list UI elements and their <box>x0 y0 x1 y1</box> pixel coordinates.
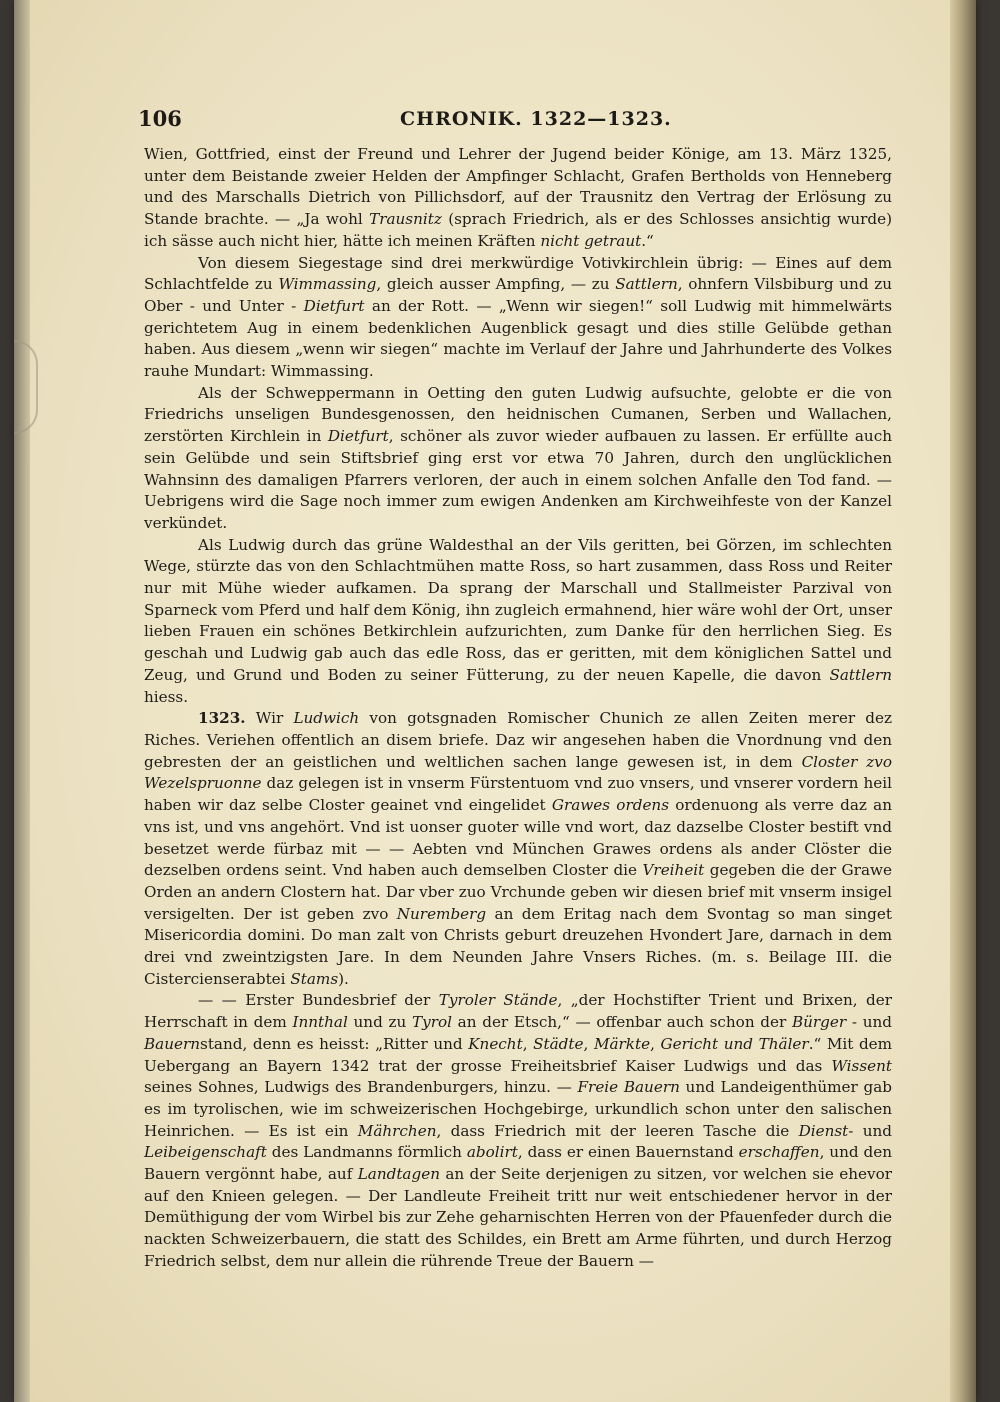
paragraph: Wien, Gottfried, einst der Freund und Lehrer der Jugend beider Könige, am 13. März 1325, unter dem Beistande zweier Helden der Ampfinger Schlacht, Grafen Bertholds von Henneberg und des Marschalls Dietrich von Pillichsdorf, auf der Trausnitz den Vertrag der Erlösung zu Stande brachte. — „Ja wohl Trausnitz (sprach Friedrich, als er des Schlosses ansichtig wurde) ich sässe auch nicht hier, hätte ich meinen Kräften nicht getraut.“ <box>144 145 893 250</box>
paragraph: Als Ludwig durch das grüne Waldesthal an der Vils geritten, bei Görzen, im schlechten Wege, stürzte das von den Schlachtmühen matte Ross, so hart zusammen, dass Ross und Reiter nur mit Mühe wieder aufkamen. Da sprang der Marschall und Stallmeister Parzival von Sparneck vom Pferd und half dem König, ihn zugleich ermahnend, hier wäre wohl der Ort, unser lieben Frauen ein schönes Betkirchlein aufzurichten, zum Danke für den herrlichen Sieg. Es geschah und Ludwig gab auch das edle Ross, das er geritten, mit dem königlichen Sattel und Zeug, und Grund und Boden zu seiner Fütterung, zu der neuen Kapelle, die davon Sattlern hiess. <box>144 535 892 706</box>
page-header <box>138 106 890 134</box>
paragraph: — — Erster Bundesbrief der Tyroler Stände, „der Hochstifter Trient und Brixen, der Herrschaft in dem Innthal und zu Tyrol an der Etsch,“ — offenbar auch schon der Bürger - und Bauernstand, denn es heisst: „Ritter und Knecht, Städte, Märkte, Gericht und Thäler.“ Mit dem Uebergang an Bayern 1342 trat der grosse Freiheitsbrief Kaiser Ludwigs und das Wissent seines Sohnes, Ludwigs des Brandenburgers, hinzu. — Freie Bauern und Landeigenthümer gab es im tyrolischen, wie im schweizerischen Hochgebirge, urkundlich schon unter den salischen Heinrichen. — Es ist ein Mährchen, dass Friedrich mit der leeren Tasche die Dienst- und Leibeigenschaft des Landmanns förmlich abolirt, dass er einen Bauernstand erschaffen, und den Bauern vergönnt habe, auf Landtagen an der Seite derjenigen zu sitzen, vor welchen sie ehevor auf den Knieen gelegen. — Der Landleute Freiheit tritt nur weit entschiedener hervor in der Demüthigung der vom Wirbel bis zur Zehe geharnischten Herren von der Pfauenfeder durch die nackten Schweizerbauern, die statt des Schildes, ein Brett am Arme führten, und durch Herzog Friedrich selbst, dem nur allein die rührende Treue der Bauern — <box>144 991 893 1270</box>
page-clip-mark <box>14 340 38 434</box>
running-title: CHRONIK. 1322—1323. <box>400 108 672 130</box>
body-text <box>144 144 892 1273</box>
paragraph: Von diesem Siegestage sind drei merkwürdige Votivkirchlein übrig: — Eines auf dem Schlachtfelde zu Wimmassing, gleich ausser Ampfing, — zu Sattlern, ohnfern Vilsbiburg und zu Ober - und Unter - Dietfurt an der Rott. — „Wenn wir siegen!“ soll Ludwig mit himmelwärts gerichtetem Aug in einem bedenklichen Augenblick gesagt und dies stille Gelübde gethan haben. Aus diesem „wenn wir siegen“ machte im Verlauf der Jahre und Jahrhunderte des Volkes rauhe Mundart: Wimmassing. <box>144 253 893 381</box>
book-spine <box>950 0 976 1402</box>
page-number: 106 <box>138 106 182 131</box>
paragraph: 1323. Wir Ludwich von gotsgnaden Romischer Chunich ze allen Zeiten merer dez Riches. Veriehen offentlich an disem briefe. Daz wir angesehen haben die Vnordnung vnd den gebresten der an geistlichen und weltlichen sachen lange gewesen ist, in dem Closter zvo Wezelspruonne daz gelegen ist in vnserm Fürstentuom vnd zuo vnsers, und vnserer vordern heil haben wir daz selbe Closter geainet vnd eingelidet Grawes ordens ordenuong als verre daz an vns ist, und vns angehört. Vnd ist uonser guoter wille vnd wort, daz dazselbe Closter bestift vnd besetzet werde fürbaz mit — — Aebten vnd München Grawes ordens als ander Clöster die dezselben ordens seint. Vnd haben auch demselben Closter die Vreiheit gegeben die der Grawe Orden an andern Clostern hat. Dar vber zuo Vrchunde geben wir diesen brief mit vnserm insigel versigelten. Der ist geben zvo Nuremberg an dem Eritag nach dem Svontag so man singet Misericordia domini. Do man zalt von Christs geburt dreuzehen Hvondert Jare, darnach in dem drei vnd zweintzigsten Jare. In dem Neunden Jahre Vnsers Riches. (m. s. Beilage III. die Cistercienserabtei Stams). <box>144 709 893 988</box>
paragraph: Als der Schweppermann in Oetting den guten Ludwig aufsuchte, gelobte er die von Friedrichs unseligen Bundesgenossen, den heidnischen Cumanen, Serben und Wallachen, zerstörten Kirchlein in Dietfurt, schöner als zuvor wieder aufbauen zu lassen. Er erfüllte auch sein Gelübde und sein Stiftsbrief ging erst vor etwa 70 Jahren, durch den unglücklichen Wahnsinn des damaligen Pfarrers verloren, der auch in einem solchen Anfalle den Tod fand. — Uebrigens wird die Sage noch immer zum ewigen Andenken am Kirchweihfeste von der Kanzel verkündet. <box>144 383 892 532</box>
page-left-edge <box>14 0 30 1402</box>
